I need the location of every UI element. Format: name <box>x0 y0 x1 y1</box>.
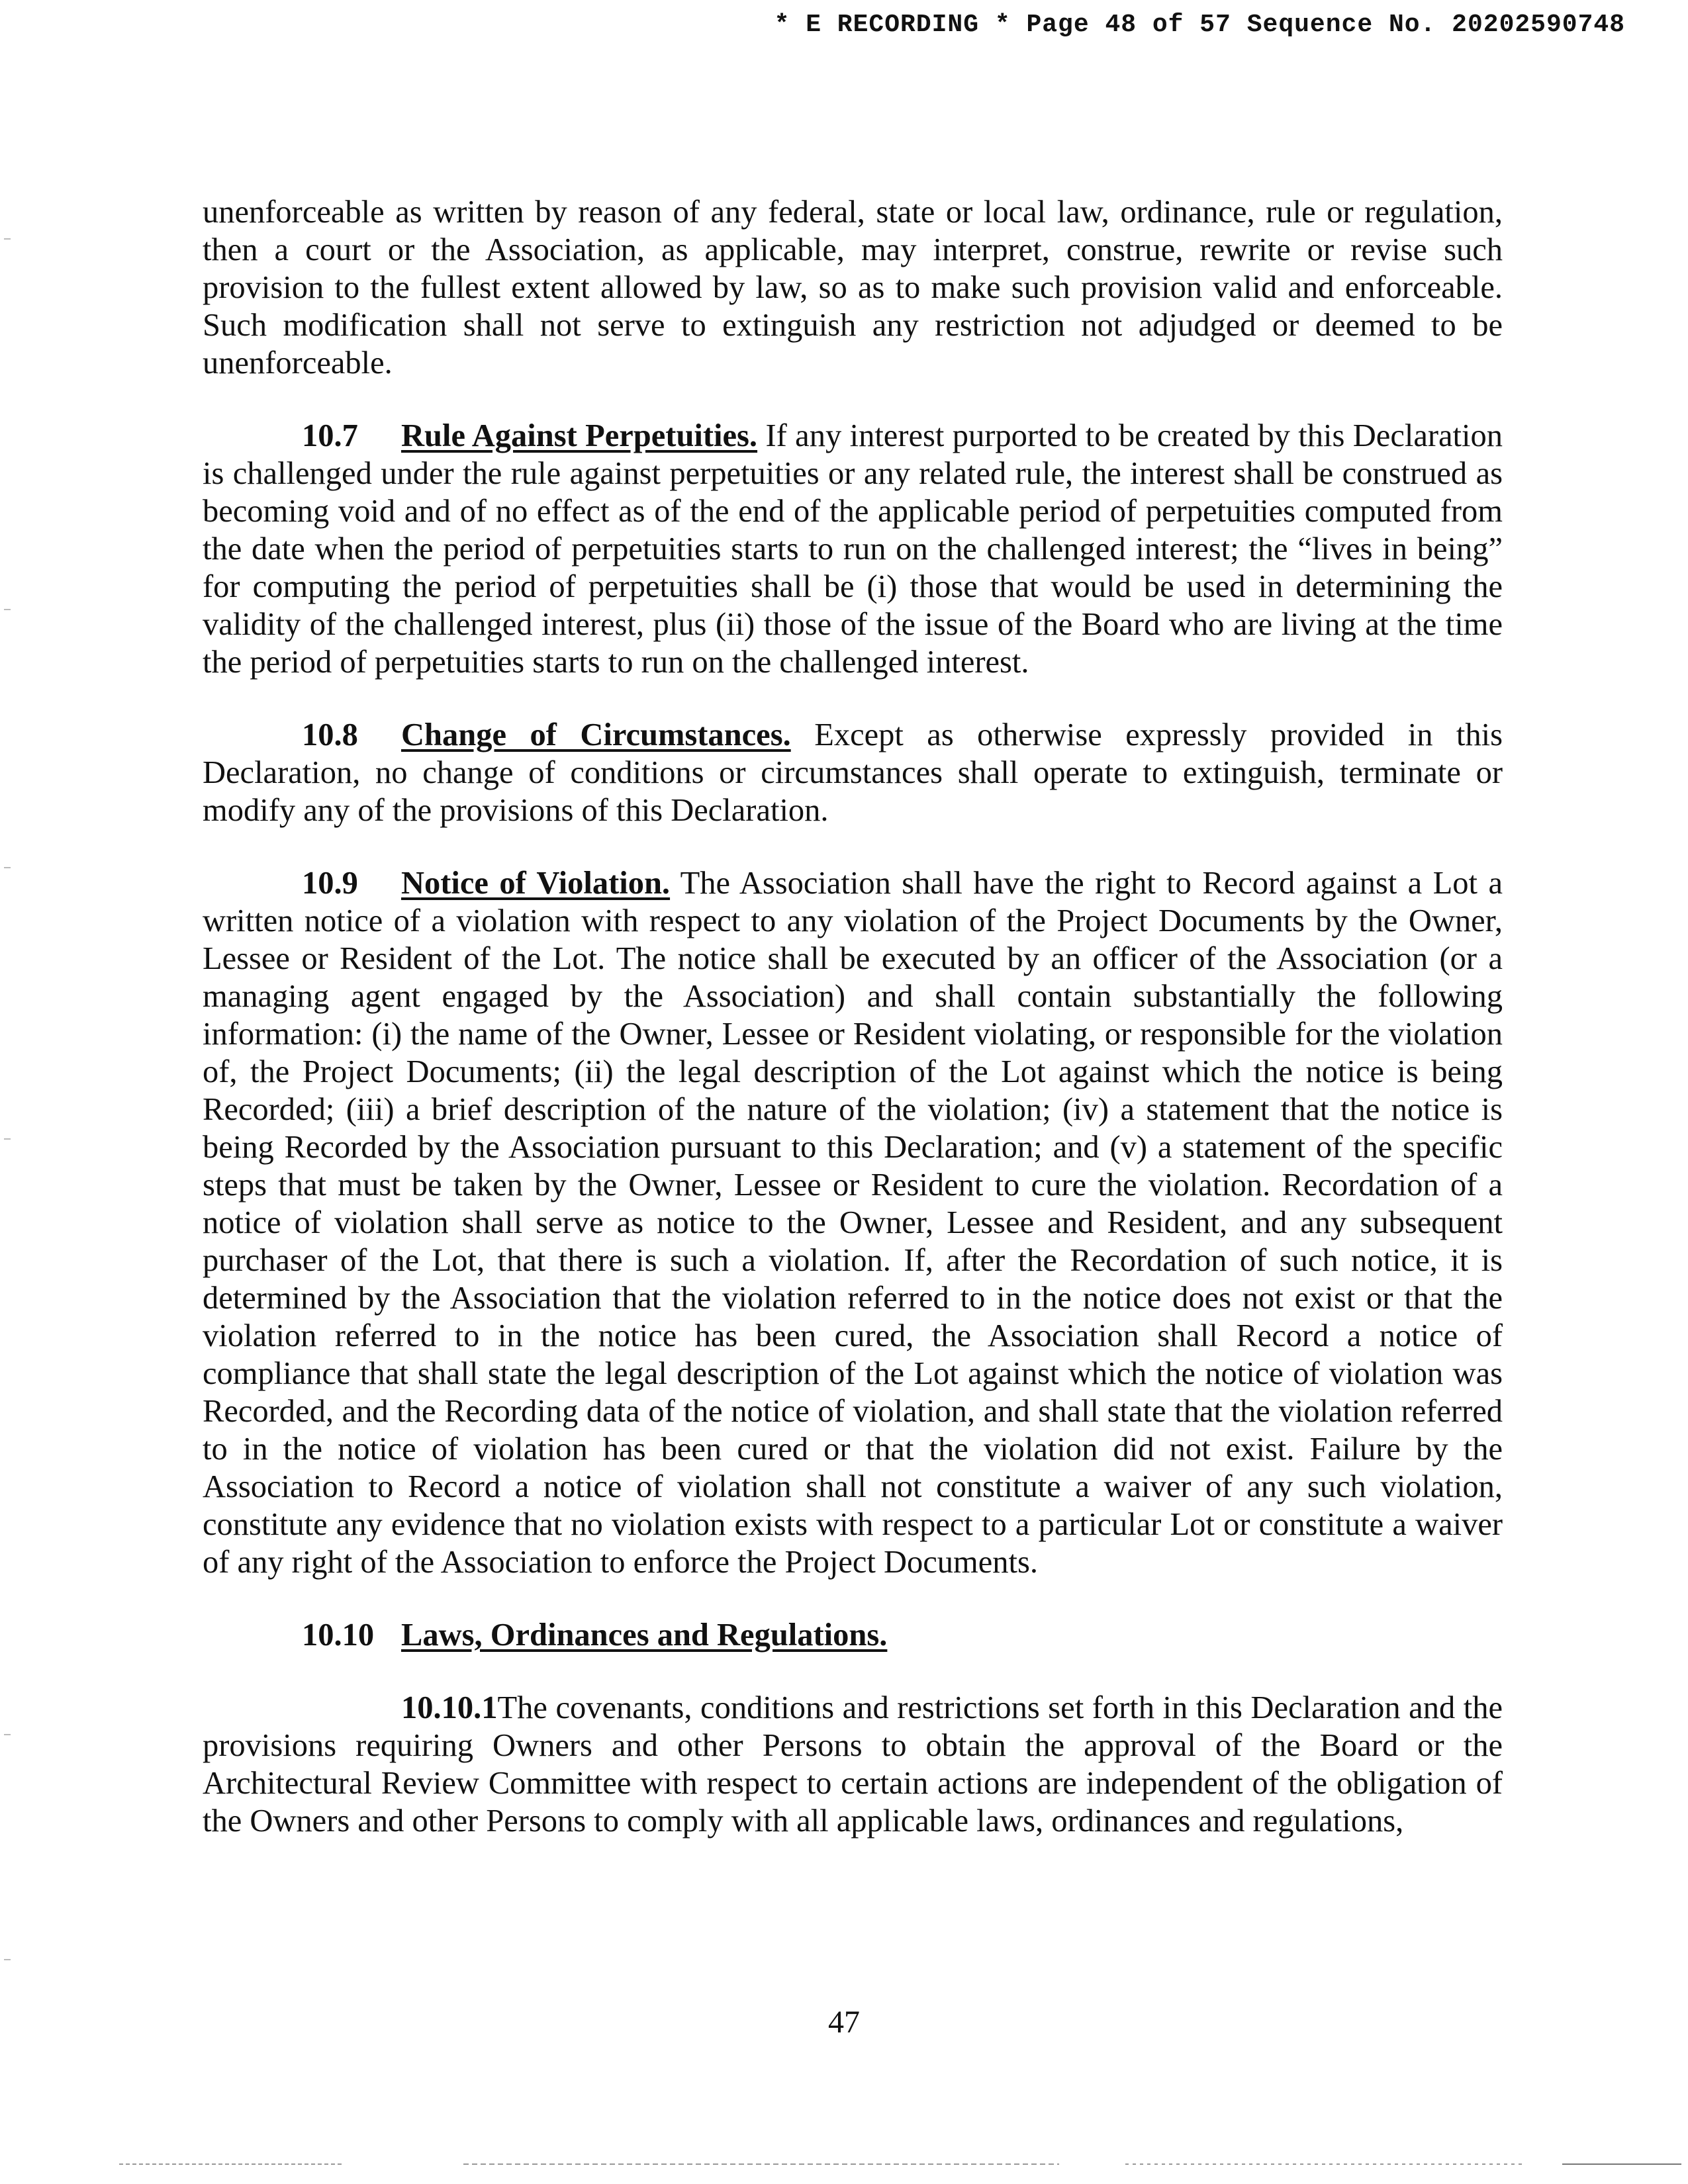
scan-margin-mark <box>4 238 11 240</box>
section-body: The Association shall have the right to Record against a Lot a written notice of a violation with respect to any violation of the Project Documents by the Owner, Lessee or Resident of the Lot. The notice shall be executed by an officer of the Association (or a managing agent engaged by the Association) and shall contain substantially the following information: (i) the name of the Owner, Lessee or Resident violating, or responsible for the violation of, the Project Documents; (ii) the legal description of the Lot against which the notice is being Recorded; (iii) a brief description of the nature of the violation; (iv) a statement that the notice is being Recorded by the Association pursuant to this Declaration; and (v) a statement of the specific steps that must be taken by the Owner, Lessee or Resident to cure the violation. Recordation of a notice of violation shall serve as notice to the Owner, Lessee and Resident, and any subsequent purchaser of the Lot, that there is such a violation. If, after the Recordation of such notice, it is determined by the Association that the violation referred to in the notice does not exist or that the violation referred to in the notice has been cured, the Association shall Record a notice of compliance that shall state the legal description of the Lot against which the notice of violation was Recorded, and the Recording data of the notice of violation, and shall state that the violation referred to in the notice of violation has been cured or that the violation did not exist. Failure by the Association to Record a notice of violation shall not constitute a waiver of any such violation, constitute any evidence that no violation exists with respect to a particular Lot or constitute a waiver of any right of the Association to enforce the Project Documents. <box>203 866 1503 1580</box>
scan-margin-mark <box>4 1138 11 1140</box>
section-10-9 <box>203 864 1503 1581</box>
scan-margin-mark <box>4 1734 11 1735</box>
subsection-10-10-1 <box>203 1689 1503 1840</box>
scan-margin-mark <box>4 609 11 610</box>
section-title: Notice of Violation. <box>401 866 671 901</box>
section-body: Except as otherwise expressly provided in this Declaration, no change of conditions or circumstances shall operate to extinguish, terminate or modify any of the provisions of this Declaration. <box>203 717 1503 828</box>
page-number: 47 <box>828 2005 860 2040</box>
section-10-7 <box>203 417 1503 681</box>
section-number: 10.8 <box>302 717 358 752</box>
section-number: 10.9 <box>302 866 358 901</box>
recording-stamp: * E RECORDING * Page 48 of 57 Sequence No. 20202590748 <box>774 11 1625 39</box>
subsection-body: The covenants, conditions and restrictions set forth in this Declaration and the provisions requiring Owners and other Persons to obtain the approval of the Board or the Architectural Review Committee with respect to certain actions are independent of the obligation of the Owners and other Persons to comply with all applicable laws, ordinances and regulations, <box>203 1690 1503 1839</box>
section-10-8 <box>203 716 1503 829</box>
section-number: 10.10 <box>302 1617 375 1653</box>
section-number: 10.7 <box>302 418 358 453</box>
document-body <box>203 193 1503 1875</box>
scan-margin-mark <box>4 867 11 868</box>
section-10-10 <box>203 1616 1503 1654</box>
scan-margin-mark <box>4 1959 11 1960</box>
section-title: Laws, Ordinances and Regulations. <box>401 1617 888 1653</box>
continuation-paragraph: unenforceable as written by reason of any federal, state or local law, ordinance, rule or regulation, then a court or the Association, as applicable, may interpret, construe, rewrite or revise such provision to the fullest extent allowed by law, so as to make such provision valid and enforceable. Such modification shall not serve to extinguish any restriction not adjudged or deemed to be unenforceable. <box>203 195 1503 381</box>
subsection-number: 10.10.1 <box>401 1690 498 1725</box>
section-title: Change of Circumstances. <box>401 717 791 752</box>
scan-bottom-edge <box>0 2144 1688 2184</box>
section-body: If any interest purported to be created by this Declaration is challenged under the rule against perpetuities or any related rule, the interest shall be construed as becoming void and of no effect as of the end of the applicable period of perpetuities computed from the date when the period of perpetuities starts to run on the challenged interest; the “lives in being” for computing the period of perpetuities shall be (i) those that would be used in determining the validity of the challenged interest, plus (ii) those of the issue of the Board who are living at the time the period of perpetuities starts to run on the challenged interest. <box>203 418 1503 680</box>
section-title: Rule Against Perpetuities. <box>401 418 758 453</box>
